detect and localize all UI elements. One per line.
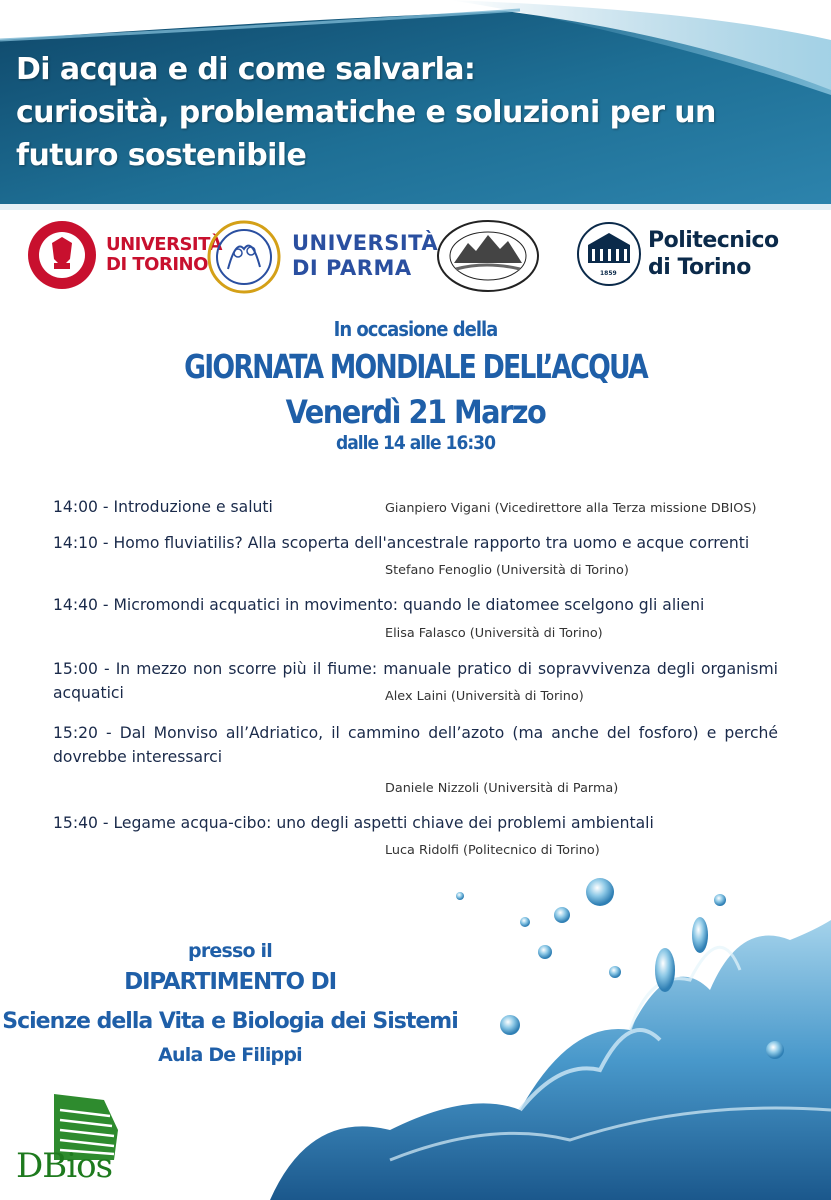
event-title: [16, 48, 816, 177]
event-date: Venerdì 21 Marzo: [285, 393, 546, 431]
program-item: [53, 657, 778, 721]
unito-line2: DI TORINO: [106, 254, 208, 275]
polito-logo-text: [648, 227, 779, 281]
polito-year: 1859: [600, 270, 617, 277]
program-item-speaker: Stefano Fenoglio (Università di Torino): [385, 563, 629, 578]
unito-seal-logo: [24, 219, 102, 291]
venue-presso: presso il: [188, 940, 272, 962]
unito-line1: UNIVERSITÀ: [106, 234, 222, 255]
program-item-speaker: Daniele Nizzoli (Università di Parma): [385, 781, 619, 796]
program-item-text: 14:10 - Homo fluviatilis? Alla scoperta dell'ancestrale rapporto tra uomo e acque correnti: [53, 534, 750, 552]
unito-logo-text: [106, 235, 222, 275]
program-item: [53, 593, 778, 657]
title-line: Di acqua e di come salvarla:: [16, 52, 476, 87]
polito-line2: di Torino: [648, 255, 751, 280]
program-list: [53, 495, 778, 861]
program-item-text: 15:00 - In mezzo non scorre più il fiume: manuale pratico di sopravvivenza degli organismi acquatici: [53, 660, 778, 702]
program-item-text: 15:40 - Legame acqua-cibo: uno degli aspetti chiave dei problemi ambientali: [53, 814, 654, 832]
program-item: [53, 495, 778, 531]
program-item-speaker: Alex Laini (Università di Torino): [385, 689, 584, 704]
dbios-logo-text: DBios: [16, 1146, 113, 1186]
program-item: [53, 531, 778, 593]
title-banner: [0, 0, 831, 210]
venue-room: Aula De Filippi: [158, 1044, 302, 1066]
program-item: [53, 721, 778, 811]
program-item-text: 14:00 - Introduzione e saluti: [53, 498, 273, 516]
program-item-speaker: Elisa Falasco (Università di Torino): [385, 626, 603, 641]
program-item-text: 14:40 - Micromondi acquatici in movimento: quando le diatomee scelgono gli alieni: [53, 596, 705, 614]
unipr-logo-text: [292, 231, 438, 281]
partner-logos: [0, 215, 831, 295]
unipr-seal-logo: [206, 219, 282, 295]
unipr-line1: UNIVERSITÀ: [292, 231, 439, 255]
event-name: GIORNATA MONDIALE DELL’ACQUA: [184, 347, 647, 386]
event-time: dalle 14 alle 16:30: [336, 432, 495, 454]
venue-department: DIPARTIMENTO DI: [124, 969, 336, 995]
program-item-speaker: Gianpiero Vigani (Vicedirettore alla Terza missione DBIOS): [385, 501, 757, 516]
program-item-speaker: Luca Ridolfi (Politecnico di Torino): [385, 843, 600, 858]
unipr-line2: DI PARMA: [292, 256, 412, 280]
title-line: futuro sostenibile: [16, 138, 307, 173]
alpstream-logo: [436, 219, 540, 293]
program-item: [53, 811, 778, 861]
program-item-text: 15:20 - Dal Monviso all’Adriatico, il cammino dell’azoto (ma anche del fosforo) e perché dovrebbe interessarci: [53, 724, 778, 766]
title-line: curiosità, problematiche e soluzioni per un: [16, 95, 716, 130]
polito-seal-logo: [576, 221, 642, 287]
venue-name: Scienze della Vita e Biologia dei Sistemi: [2, 1009, 458, 1034]
polito-line1: Politecnico: [648, 228, 779, 253]
occasion-text: In occasione della: [333, 317, 498, 341]
